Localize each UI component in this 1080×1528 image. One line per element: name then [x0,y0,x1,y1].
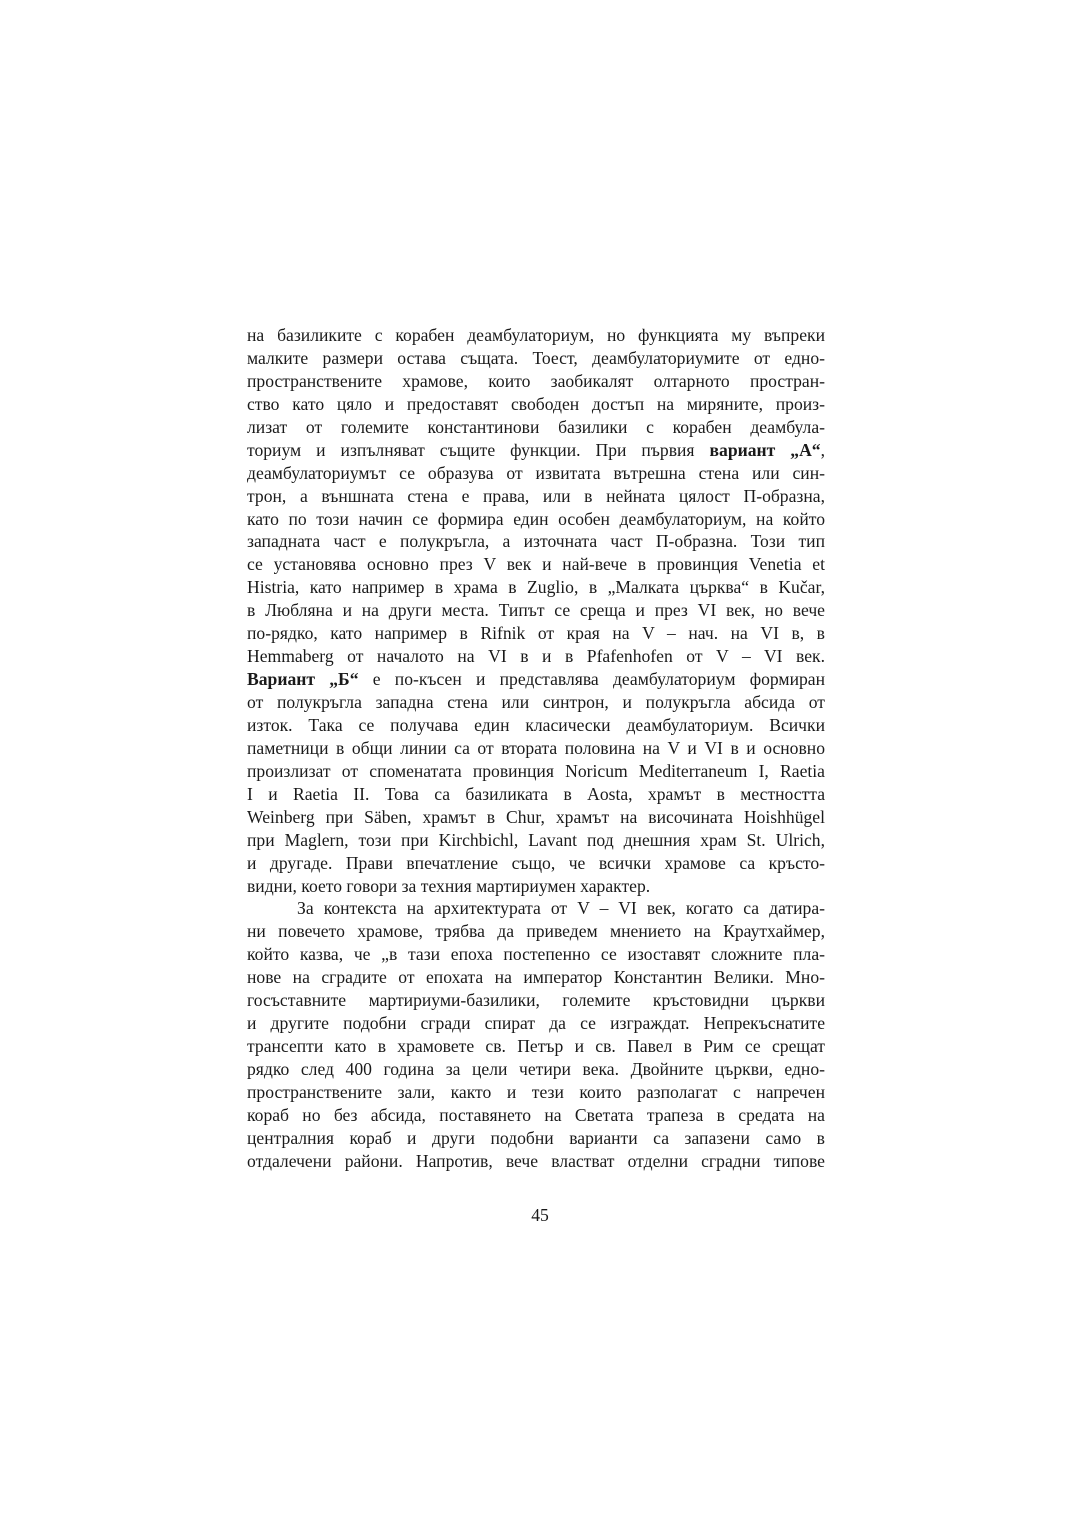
text-line: западната част е полукръгла, а източната част П-образна. Този тип [247,531,825,552]
text-line: на базиликите с корабен деамбулаториум, но функцията му въпреки [247,325,825,345]
text-line: по-рядко, като например в Rifnik от края на V – нач. на VI в, в [247,623,825,644]
text-line: трансепти като в храмовете св. Петър и св. Павел в Рим се срещат [247,1036,825,1057]
text-line: ни повечето храмове, трябва да приведем мнението на Краутхаймер, [247,921,825,942]
page-number: 45 [531,1205,549,1225]
text-line: Histria, като например в храма в Zuglio, в „Малката църква“ в Kučar, [247,577,825,598]
text-run: е по-късен и представлява деамбулаториум формиран [358,669,825,690]
text-line: който казва, че „в тази епоха постепенно се изоставят сложните пла- [247,944,825,965]
text-run: ториум и изпълняват същите функции. При първия [247,439,710,460]
text-line: и другите подобни сгради спират да се изграждат. Непрекъснатите [247,1013,825,1034]
text-run: , [820,439,825,460]
text-line: кораб но без абсида, поставянето на Светата трапеза в средата на [247,1104,825,1125]
text-line: видни, което говори за техния мартириумен характер. [247,875,651,896]
text-line: трон, а външната стена е права, или в нейната цялост П-образна, [247,485,825,506]
text-line: Hemmaberg от началото на VI в и в Pfafenhofen от V – VI век. [247,646,825,667]
text-line: изток. Така се получава един класически деамбулаториум. Всички [247,714,825,735]
text-line: в Любляна и на други места. Типът се среща и през VI век, но вече [247,600,825,621]
text-line: централния кораб и други подобни варианти са запазени само в [247,1127,825,1148]
text-line: от полукръгла западна стена или синтрон, и полукръгла абсида от [247,692,825,712]
text-line: пространствените зали, както и тези които разполагат с напречен [247,1081,825,1102]
text-line: отдалечени райони. Напротив, вече властват отделни сградни типове [247,1150,825,1171]
body-text [247,324,825,1173]
text-line: деамбулаториумът се образува от извитата вътрешна стена или син- [247,462,825,483]
text-line: Weinberg при Säben, храмът в Chur, храмът на височината Hoishhügel [247,806,825,827]
bold-term: Вариант „Б“ [247,669,359,690]
text-line: I и Raetia II. Това са базиликата в Aosta, храмът в местността [247,783,825,804]
text-line: малките размери остава същата. Тоест, деамбулаториумите от едно- [247,347,825,368]
text-line: при Maglern, този при Kirchbichl, Lavant под днешния храм St. Ulrich, [247,829,825,850]
text-line: лизат от големите константинови базилики с корабен деамбула- [247,416,825,437]
text-line: ство като цяло и предоставят свободен достъп на миряните, произ- [247,393,825,414]
text-line: рядко след 400 година за цели четири века. Двойните църкви, едно- [247,1059,825,1079]
text-line: се установява основно през V век и най-вече в провинция Venetia et [247,554,825,575]
text-line: За контекста на архитектурата от V – VI век, когато са датира- [297,898,825,919]
text-line: произлизат от споменатата провинция Noricum Mediterraneum I, Raetia [247,760,825,781]
text-line: нове на сградите от епохата на император Константин Велики. Мно- [247,967,825,988]
text-line [247,668,825,691]
text-line: пространствените храмове, които заобикалят олтарното простран- [247,370,825,391]
text-line: като по този начин се формира един особен деамбулаториум, на който [247,508,825,529]
text-line: госъставните мартириуми-базилики, големите кръстовидни църкви [247,990,825,1011]
bold-term: вариант „А“ [709,439,821,460]
text-line [247,439,825,462]
text-line: паметници в общи линии са от втората половина на V и VI в и основно [247,737,825,758]
text-line: и другаде. Прави впечатление също, че всички храмове са кръсто- [247,852,825,873]
